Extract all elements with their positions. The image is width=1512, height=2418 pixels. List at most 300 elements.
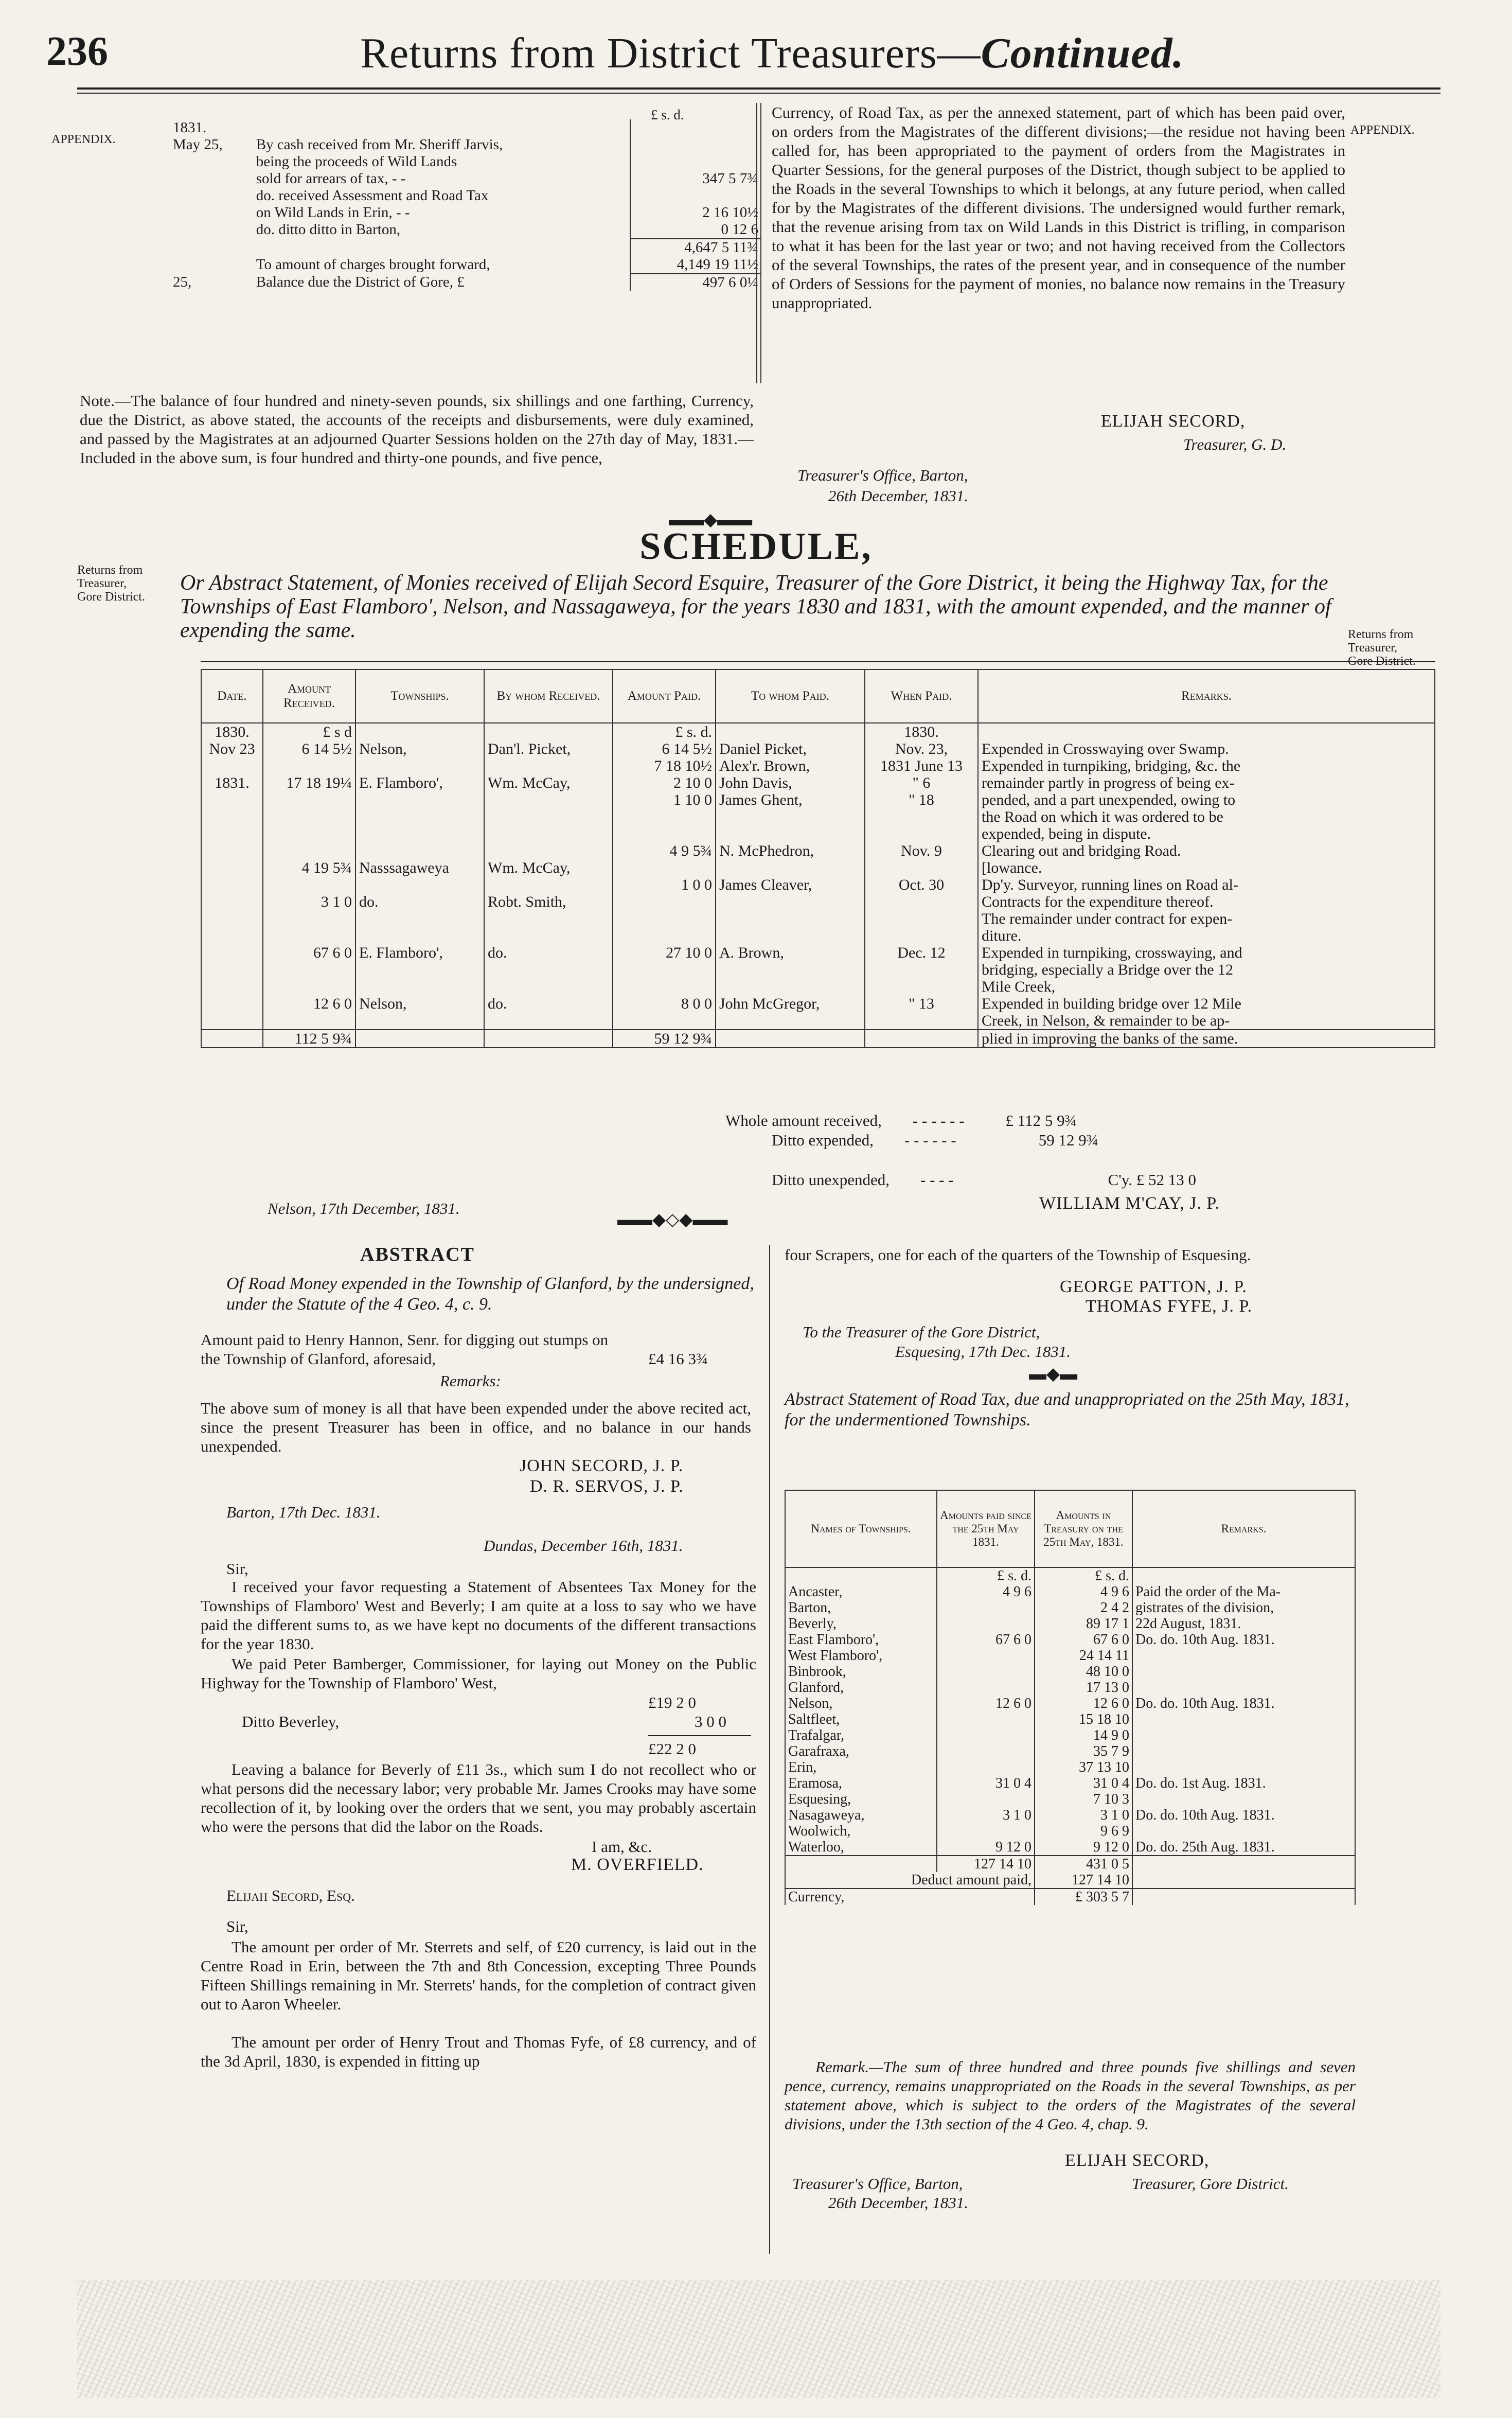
in-treasury: 7 10 3 [1035, 1791, 1132, 1807]
in-treasury: 2 4 2 [1035, 1600, 1132, 1616]
township-remarks [1132, 1888, 1355, 1905]
account-amount: 2 16 10½ [630, 204, 761, 221]
letter-body-1: I received your favor requesting a Statement of Absentees Tax Money for the Townships of Flamboro' West and Beverly; I am quite at a loss to say who we have paid the different sums to, as we have kept no documents of the different transactions for the year 1830. [201, 1578, 756, 1653]
road-tax-row [785, 1584, 1355, 1600]
schedule-title: SCHEDULE, [639, 525, 873, 568]
account-row [170, 274, 761, 291]
schedule-to: N. McPhedron, [716, 842, 865, 859]
township-remarks: Do. do. 1st Aug. 1831. [1132, 1775, 1355, 1791]
schedule-recv [263, 876, 355, 893]
returns-margin-left: Returns from Treasurer, Gore District. [77, 563, 145, 604]
schedule-row [201, 808, 1435, 825]
schedule-row [201, 978, 1435, 995]
township-name: Ancaster, [785, 1584, 937, 1600]
schedule-paid: 2 10 0 [613, 774, 716, 791]
in-treasury: 24 14 11 [1035, 1648, 1132, 1664]
account-date [170, 204, 253, 221]
col-received: Amount Received. [263, 669, 355, 723]
schedule-by [484, 1030, 613, 1048]
schedule-when [865, 927, 978, 944]
schedule-date [201, 808, 263, 825]
schedule-paid [613, 910, 716, 927]
schedule-recv [263, 1012, 355, 1030]
paid-since [937, 1791, 1035, 1807]
office-line: Treasurer's Office, Barton, [797, 466, 968, 484]
township-remarks [1132, 1711, 1355, 1727]
schedule-rem [978, 723, 1435, 740]
in-treasury: 15 18 10 [1035, 1711, 1132, 1727]
schedule-recv: 67 6 0 [263, 944, 355, 961]
signature-john-secord: JOHN SECORD, J. P. [520, 1456, 684, 1475]
schedule-to [716, 961, 865, 978]
schedule-rem: remainder partly in progress of being ex- [978, 774, 1435, 791]
schedule-rem: Expended in turnpiking, crosswaying, and [978, 944, 1435, 961]
schedule-town [355, 757, 484, 774]
schedule-date: 1831. [201, 774, 263, 791]
schedule-town [355, 842, 484, 859]
road-tax-row [785, 1759, 1355, 1775]
schedule-date [201, 978, 263, 995]
road-tax-title: Abstract Statement of Road Tax, due and unappropriated on the 25th May, 1831, for the undermentioned Townships. [785, 1390, 1349, 1429]
letter-sum-value: £22 2 0 [648, 1740, 696, 1758]
schedule-when: 1830. [865, 723, 978, 740]
township-remarks [1132, 1664, 1355, 1680]
account-amount: 0 12 6 [630, 221, 761, 238]
schedule-row [201, 859, 1435, 876]
schedule-by [484, 791, 613, 808]
currency-value: £ 303 5 7 [1035, 1888, 1132, 1905]
esquesing-text: four Scrapers, one for each of the quarters of the Township of Esquesing. [785, 1246, 1251, 1264]
township-remarks [1132, 1680, 1355, 1696]
paid-since: 4 9 6 [937, 1584, 1035, 1600]
schedule-town [355, 1030, 484, 1048]
schedule-when: " 6 [865, 774, 978, 791]
township-remarks: Do. do. 10th Aug. 1831. [1132, 1807, 1355, 1823]
letter-beverley-label: Ditto Beverley, [242, 1713, 340, 1731]
paid-since [937, 1616, 1035, 1632]
township-remarks: Do. do. 10th Aug. 1831. [1132, 1696, 1355, 1711]
letter-body-3: Leaving a balance for Beverly of £11 3s., which sum I do not recollect who or what persons did the necessary labor; very probable Mr. James Crooks may have some recollection of it, by looking over the orders that we sent, you may probably ascertain who were the persons that did the labor on the Roads. [201, 1760, 756, 1835]
schedule-when: 1831 June 13 [865, 757, 978, 774]
schedule-paid: 4 9 5¾ [613, 842, 716, 859]
schedule-date [201, 859, 263, 876]
page-number: 236 [46, 29, 108, 74]
township-name [785, 1856, 937, 1872]
schedule-to [716, 1012, 865, 1030]
account-date [170, 239, 253, 256]
township-name: Garafraxa, [785, 1743, 937, 1759]
schedule-row [201, 825, 1435, 842]
road-tax-row [785, 1775, 1355, 1791]
schedule-date [201, 1012, 263, 1030]
col-by-whom: By whom Received. [484, 669, 613, 723]
summary-expended: Ditto expended, - - - - - - 59 12 9¾ [772, 1131, 1098, 1149]
col-paid: Amount Paid. [613, 669, 716, 723]
schedule-date [201, 791, 263, 808]
in-treasury: 14 9 0 [1035, 1727, 1132, 1743]
schedule-when [865, 961, 978, 978]
township-name: West Flamboro', [785, 1648, 937, 1664]
township-name: Waterloo, [785, 1839, 937, 1856]
letter2-body-1: The amount per order of Mr. Sterrets and self, of £20 currency, is laid out in the Centre Road in Erin, between the 7th and 8th Concession, excepting Three Pounds Fifteen Shillings remaining in Mr. Sterrets' hands, for the completion of contract given out to Aaron Wheeler. [201, 1938, 756, 2013]
account-date: May 25, [173, 136, 223, 153]
schedule-row [201, 961, 1435, 978]
schedule-table [201, 669, 1435, 1048]
schedule-by [484, 1012, 613, 1030]
schedule-date: 1830. [201, 723, 263, 740]
signature-servos: D. R. SERVOS, J. P. [530, 1477, 684, 1496]
schedule-row [201, 876, 1435, 893]
in-treasury: 9 6 9 [1035, 1823, 1132, 1839]
col-to-whom: To whom Paid. [716, 669, 865, 723]
abstract-title: ABSTRACT [360, 1244, 475, 1265]
schedule-paid: £ s. d. [613, 723, 716, 740]
column-divider-2 [760, 103, 761, 383]
schedule-row [201, 757, 1435, 774]
letter-salutation: Sir, [226, 1560, 248, 1578]
schedule-paid: 1 0 0 [613, 876, 716, 893]
township-name: Saltfleet, [785, 1711, 937, 1727]
schedule-by [484, 808, 613, 825]
schedule-paid: 27 10 0 [613, 944, 716, 961]
road-tax-row [785, 1632, 1355, 1648]
schedule-date [201, 876, 263, 893]
col-township-names: Names of Townships. [785, 1490, 937, 1567]
schedule-row [201, 791, 1435, 808]
schedule-recv: £ s d [263, 723, 355, 740]
township-remarks [1132, 1823, 1355, 1839]
currency-label: Currency, [785, 1888, 1035, 1905]
account-date [170, 153, 253, 170]
ornament-divider-2: ▬▬◆◇◆▬▬ [617, 1210, 728, 1229]
account-amount [630, 187, 761, 204]
account-desc [253, 239, 630, 256]
schedule-date [201, 961, 263, 978]
schedule-rem: Creek, in Nelson, & remainder to be ap- [978, 1012, 1435, 1030]
note-paragraph: Note.—The balance of four hundred and ninety-seven pounds, six shillings and one farthing, Currency, due the District, as above stated, the accounts of the receipts and disbursements, were duly examined, and passed by the Magistrates at an adjourned Quarter Sessions holden on the 27th day of May, 1831.—Included in the above sum, is four hundred and thirty-one pounds, and five pence, [80, 392, 754, 467]
abstract-remarks-label: Remarks: [440, 1372, 501, 1390]
esquesing-to-line: To the Treasurer of the Gore District, [803, 1323, 1040, 1341]
account-desc: on Wild Lands in Erin, - - [256, 204, 410, 221]
account-date: 1831. [173, 119, 207, 136]
signature-fyfe: THOMAS FYFE, J. P. [1086, 1297, 1253, 1316]
signature-william-mccay: WILLIAM M'CAY, J. P. [1039, 1194, 1220, 1213]
township-remarks [1132, 1759, 1355, 1775]
road-tax-row [785, 1664, 1355, 1680]
col-in-treasury: Amounts in Treasury on the 25th May, 1831. [1035, 1490, 1132, 1567]
schedule-by [484, 757, 613, 774]
schedule-total-paid: 59 12 9¾ [613, 1030, 716, 1048]
units-row: £ s. d. £ s. d. [785, 1567, 1355, 1584]
header-rule-2 [77, 93, 1440, 94]
col-paid-since: Amounts paid since the 25th May 1831. [937, 1490, 1035, 1567]
schedule-paid [613, 825, 716, 842]
schedule-to: James Ghent, [716, 791, 865, 808]
account-col-header: £ s. d. [651, 107, 684, 122]
account-date [170, 170, 253, 187]
paid-since [937, 1727, 1035, 1743]
letter-addressee: Elijah Secord, Esq. [226, 1886, 355, 1904]
schedule-town: Nelson, [355, 740, 484, 757]
schedule-paid [613, 978, 716, 995]
schedule-date [201, 842, 263, 859]
schedule-date [201, 1030, 263, 1048]
deduct-label: Deduct amount paid, [785, 1872, 1035, 1888]
abstract-amount-line: Amount paid to Henry Hannon, Senr. for digging out stumps on the Township of Glanford, aforesaid, [201, 1331, 609, 1368]
paid-since: 9 12 0 [937, 1839, 1035, 1856]
schedule-rem: The remainder under contract for expen- [978, 910, 1435, 927]
schedule-rem: the Road on which it was ordered to be [978, 808, 1435, 825]
account-desc: sold for arrears of tax, - - [256, 170, 406, 187]
abstract-amount-value: £4 16 3¾ [648, 1350, 708, 1368]
col-townships: Townships. [355, 669, 484, 723]
road-tax-row [785, 1727, 1355, 1743]
schedule-town [355, 791, 484, 808]
schedule-date [201, 995, 263, 1012]
township-name: Erin, [785, 1759, 937, 1775]
account-row [170, 239, 761, 256]
paid-since [937, 1680, 1035, 1696]
schedule-recv [263, 910, 355, 927]
account-desc: To amount of charges brought forward, [256, 256, 490, 273]
header-rule [77, 87, 1440, 90]
schedule-to: James Cleaver, [716, 876, 865, 893]
township-name: Glanford, [785, 1680, 937, 1696]
schedule-by: do. [484, 944, 613, 961]
schedule-recv [263, 978, 355, 995]
township-name: Esquesing, [785, 1791, 937, 1807]
schedule-recv [263, 757, 355, 774]
account-row [170, 119, 761, 136]
schedule-recv: 6 14 5½ [263, 740, 355, 757]
paid-since: 31 0 4 [937, 1775, 1035, 1791]
schedule-rem: Clearing out and bridging Road. [978, 842, 1435, 859]
signature-patton: GEORGE PATTON, J. P. [1060, 1277, 1247, 1296]
paid-since [937, 1759, 1035, 1775]
schedule-rem: plied in improving the banks of the same. [978, 1030, 1435, 1048]
in-treasury: 4 9 6 [1035, 1584, 1132, 1600]
schedule-rem: expended, being in dispute. [978, 825, 1435, 842]
schedule-paid: 7 18 10½ [613, 757, 716, 774]
township-remarks [1132, 1648, 1355, 1664]
schedule-paid: 8 0 0 [613, 995, 716, 1012]
schedule-when: Oct. 30 [865, 876, 978, 893]
account-amount: 4,647 5 11¾ [630, 239, 761, 256]
schedule-paid [613, 808, 716, 825]
schedule-town [355, 978, 484, 995]
total-paid: 127 14 10 [937, 1856, 1035, 1872]
paid-since [937, 1600, 1035, 1616]
schedule-date [201, 910, 263, 927]
schedule-when [865, 1012, 978, 1030]
col-date: Date. [201, 669, 263, 723]
schedule-row [201, 927, 1435, 944]
schedule-to: Alex'r. Brown, [716, 757, 865, 774]
in-treasury: 37 13 10 [1035, 1759, 1132, 1775]
account-row [170, 256, 761, 273]
schedule-to [716, 859, 865, 876]
account-desc: By cash received from Mr. Sheriff Jarvis, [256, 136, 503, 153]
schedule-rem: [lowance. [978, 859, 1435, 876]
road-tax-total-row [785, 1856, 1355, 1872]
letter-dateline: Dundas, December 16th, 1831. [484, 1537, 683, 1555]
township-remarks: gistrates of the division, [1132, 1600, 1355, 1616]
schedule-rem: Dp'y. Surveyor, running lines on Road al- [978, 876, 1435, 893]
schedule-recv [263, 927, 355, 944]
township-remarks: 22d August, 1831. [1132, 1616, 1355, 1632]
paid-since [937, 1823, 1035, 1839]
schedule-row [201, 944, 1435, 961]
signature-title-2: Treasurer, Gore District. [1132, 2175, 1289, 2193]
road-tax-row [785, 1743, 1355, 1759]
schedule-when [865, 808, 978, 825]
account-amount [630, 153, 761, 170]
schedule-paid [613, 859, 716, 876]
schedule-rule [201, 661, 1435, 662]
schedule-by: do. [484, 995, 613, 1012]
schedule-rem: pended, and a part unexpended, owing to [978, 791, 1435, 808]
abstract-place-date: Barton, 17th Dec. 1831. [226, 1503, 381, 1521]
schedule-date [201, 893, 263, 910]
in-treasury: 3 1 0 [1035, 1807, 1132, 1823]
account-row [170, 221, 761, 238]
township-name: Woolwich, [785, 1823, 937, 1839]
schedule-paid [613, 961, 716, 978]
schedule-row [201, 995, 1435, 1012]
schedule-when: Dec. 12 [865, 944, 978, 961]
signature-title: Treasurer, G. D. [1183, 435, 1287, 453]
currency-row [785, 1888, 1355, 1905]
account-date [170, 221, 253, 238]
township-name: Beverly, [785, 1616, 937, 1632]
page-title: Returns from District Treasurers—Continued. [360, 29, 1184, 77]
schedule-total-row [201, 1030, 1435, 1048]
letter-west-value: £19 2 0 [648, 1693, 696, 1711]
schedule-row [201, 893, 1435, 910]
township-name: Trafalgar, [785, 1727, 937, 1743]
schedule-rem: Expended in building bridge over 12 Mile [978, 995, 1435, 1012]
township-name: Nasagaweya, [785, 1807, 937, 1823]
account-amount [630, 119, 761, 136]
letter-beverley-value: 3 0 0 [695, 1713, 726, 1731]
road-tax-row [785, 1616, 1355, 1632]
schedule-town [355, 927, 484, 944]
deduct-value: 127 14 10 [1035, 1872, 1132, 1888]
schedule-recv: 3 1 0 [263, 893, 355, 910]
schedule-by: Robt. Smith, [484, 893, 613, 910]
schedule-paid [613, 1012, 716, 1030]
schedule-by [484, 825, 613, 842]
township-remarks: Do. do. 25th Aug. 1831. [1132, 1839, 1355, 1856]
schedule-when: Nov. 23, [865, 740, 978, 757]
schedule-recv [263, 961, 355, 978]
schedule-town [355, 876, 484, 893]
schedule-paid [613, 893, 716, 910]
appendix-margin-right: APPENDIX. [1350, 123, 1415, 137]
road-tax-table [785, 1490, 1356, 1905]
schedule-place-date: Nelson, 17th December, 1831. [268, 1199, 460, 1217]
schedule-row [201, 740, 1435, 757]
paid-since: 12 6 0 [937, 1696, 1035, 1711]
schedule-town: E. Flamboro', [355, 944, 484, 961]
schedule-town: do. [355, 893, 484, 910]
schedule-row [201, 842, 1435, 859]
schedule-date: Nov 23 [201, 740, 263, 757]
schedule-when [865, 893, 978, 910]
schedule-paid: 1 10 0 [613, 791, 716, 808]
account-date [170, 256, 253, 273]
schedule-by [484, 961, 613, 978]
schedule-to [716, 978, 865, 995]
treasurer-statement: Currency, of Road Tax, as per the annexed statement, part of which has been paid over, on orders from the Magistrates of the different divisions;—the residue not having been called for, has been appropriated to the payment of orders from the Magistrates in Quarter Sessions, for the general purposes of the District, though subject to be applied to the Roads in the several Townships to which it belongs, at any future period, when called for by the Magistrates of the different divisions. The undersigned would further remark, that the revenue arising from tax on Wild Lands in this District is trifling, in comparison to what it has been for the last year or two; and not having received from the Collectors of the several Townships, the rates of the present year, and in consequence of the number of Orders of Sessions for the payment of monies, no balance now remains in the Treasury unappropriated. [772, 103, 1345, 312]
office-line-2: Treasurer's Office, Barton, [792, 2175, 963, 2193]
schedule-to: John McGregor, [716, 995, 865, 1012]
road-tax-row [785, 1648, 1355, 1664]
column-divider-lower [769, 1245, 770, 2254]
road-tax-row [785, 1823, 1355, 1839]
schedule-when [865, 910, 978, 927]
column-divider [756, 103, 757, 383]
paid-since [937, 1711, 1035, 1727]
account-amount: 4,149 19 11½ [630, 256, 761, 273]
schedule-header-row [201, 669, 1435, 723]
in-treasury: 35 7 9 [1035, 1743, 1132, 1759]
schedule-rem: diture. [978, 927, 1435, 944]
returns-margin-right: Returns from Treasurer, Gore District. [1348, 628, 1416, 668]
schedule-town [355, 910, 484, 927]
letter2-body-2: The amount per order of Henry Trout and Thomas Fyfe, of £8 currency, and of the 3d April, 1830, is expended in fitting up [201, 2033, 756, 2070]
schedule-to [716, 927, 865, 944]
schedule-when [865, 859, 978, 876]
road-tax-row [785, 1696, 1355, 1711]
schedule-to [716, 808, 865, 825]
schedule-rem: bridging, especially a Bridge over the 12 [978, 961, 1435, 978]
paid-since [937, 1648, 1035, 1664]
schedule-date [201, 927, 263, 944]
schedule-subtitle: Or Abstract Statement, of Monies received of Elijah Secord Esquire, Treasurer of the Gore District, it being the Highway Tax, for the Townships of East Flamboro', Nelson, and Nassagaweya, for the years 1830 and 1831, with the amount expended, and the manner of expending the same. [180, 571, 1331, 642]
schedule-to [716, 893, 865, 910]
letter2-salutation: Sir, [226, 1917, 248, 1935]
schedule-total-received: 112 5 9¾ [263, 1030, 355, 1048]
schedule-to: Daniel Picket, [716, 740, 865, 757]
schedule-by [484, 723, 613, 740]
schedule-when [865, 978, 978, 995]
schedule-paid: 6 14 5½ [613, 740, 716, 757]
col-when: When Paid. [865, 669, 978, 723]
township-name: East Flamboro', [785, 1632, 937, 1648]
col-road-remarks: Remarks. [1132, 1490, 1355, 1567]
paid-since: 3 1 0 [937, 1807, 1035, 1823]
account-amount: 497 6 0¼ [630, 274, 761, 291]
account-row [170, 204, 761, 221]
account-row [170, 153, 761, 170]
account-desc: do. received Assessment and Road Tax [256, 187, 489, 204]
schedule-to [716, 1030, 865, 1048]
road-tax-row [785, 1680, 1355, 1696]
schedule-recv [263, 808, 355, 825]
col-remarks: Remarks. [978, 669, 1435, 723]
schedule-to [716, 910, 865, 927]
schedule-by [484, 876, 613, 893]
account-desc: do. ditto ditto in Barton, [256, 221, 401, 238]
ornament-divider: ▬▬◆▬▬ [669, 510, 753, 530]
road-tax-row [785, 1839, 1355, 1856]
schedule-to: John Davis, [716, 774, 865, 791]
account-row [170, 187, 761, 204]
account-desc: Balance due the District of Gore, £ [256, 274, 465, 290]
signature-elijah-secord: ELIJAH SECORD, [1101, 412, 1246, 431]
schedule-row [201, 1012, 1435, 1030]
